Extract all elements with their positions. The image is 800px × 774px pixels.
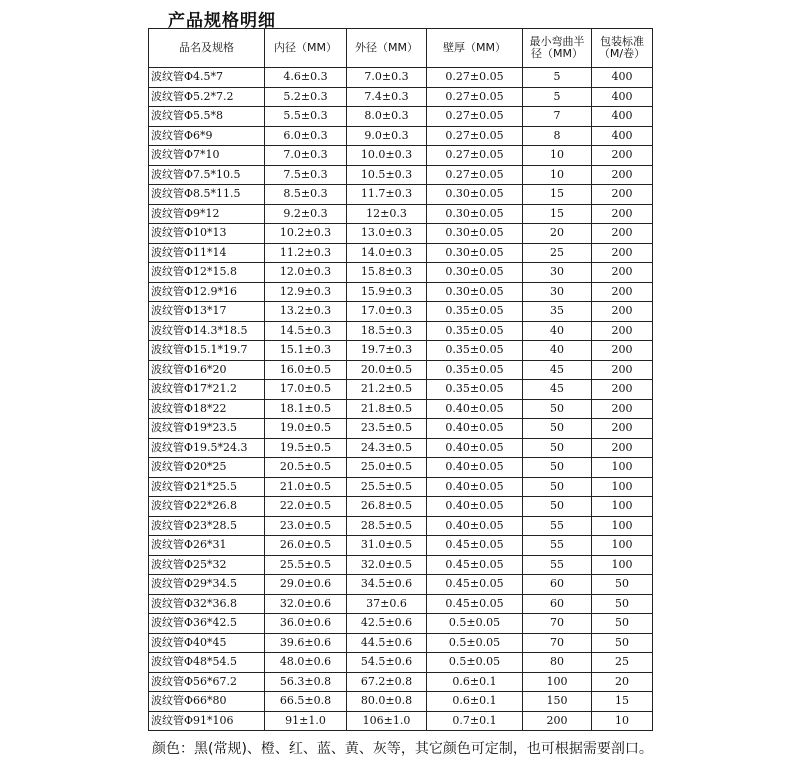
cell-name: 波纹管Φ14.3*18.5 [149, 321, 265, 341]
cell-name: 波纹管Φ21*25.5 [149, 477, 265, 497]
table-row [149, 633, 653, 653]
cell-inner-diameter: 26.0±0.5 [265, 536, 347, 556]
cell-name: 波纹管Φ11*14 [149, 243, 265, 263]
cell-outer-diameter: 42.5±0.6 [347, 614, 427, 634]
cell-name: 波纹管Φ20*25 [149, 458, 265, 478]
table-row [149, 458, 653, 478]
cell-name: 波纹管Φ32*36.8 [149, 594, 265, 614]
cell-wall-thickness: 0.27±0.05 [427, 126, 523, 146]
spec-table [148, 28, 653, 731]
cell-packaging: 200 [592, 380, 653, 400]
cell-packaging: 100 [592, 477, 653, 497]
table-row [149, 419, 653, 439]
cell-outer-diameter: 28.5±0.5 [347, 516, 427, 536]
cell-inner-diameter: 7.5±0.3 [265, 165, 347, 185]
cell-min-bend-radius: 25 [523, 243, 592, 263]
cell-min-bend-radius: 50 [523, 458, 592, 478]
cell-wall-thickness: 0.30±0.05 [427, 263, 523, 283]
table-row [149, 341, 653, 361]
cell-packaging: 200 [592, 321, 653, 341]
cell-wall-thickness: 0.45±0.05 [427, 575, 523, 595]
cell-wall-thickness: 0.40±0.05 [427, 477, 523, 497]
cell-inner-diameter: 56.3±0.8 [265, 672, 347, 692]
cell-min-bend-radius: 5 [523, 68, 592, 88]
cell-min-bend-radius: 8 [523, 126, 592, 146]
table-row [149, 575, 653, 595]
cell-outer-diameter: 12±0.3 [347, 204, 427, 224]
cell-min-bend-radius: 50 [523, 438, 592, 458]
cell-outer-diameter: 11.7±0.3 [347, 185, 427, 205]
cell-inner-diameter: 23.0±0.5 [265, 516, 347, 536]
cell-inner-diameter: 91±1.0 [265, 711, 347, 731]
cell-inner-diameter: 9.2±0.3 [265, 204, 347, 224]
cell-name: 波纹管Φ22*26.8 [149, 497, 265, 517]
table-row [149, 438, 653, 458]
cell-outer-diameter: 18.5±0.3 [347, 321, 427, 341]
cell-inner-diameter: 39.6±0.6 [265, 633, 347, 653]
cell-wall-thickness: 0.40±0.05 [427, 497, 523, 517]
cell-inner-diameter: 66.5±0.8 [265, 692, 347, 712]
cell-name: 波纹管Φ29*34.5 [149, 575, 265, 595]
table-row [149, 536, 653, 556]
cell-wall-thickness: 0.45±0.05 [427, 594, 523, 614]
cell-packaging: 200 [592, 419, 653, 439]
cell-packaging: 25 [592, 653, 653, 673]
table-row [149, 380, 653, 400]
cell-name: 波纹管Φ56*67.2 [149, 672, 265, 692]
cell-packaging: 400 [592, 87, 653, 107]
cell-name: 波纹管Φ8.5*11.5 [149, 185, 265, 205]
cell-inner-diameter: 17.0±0.5 [265, 380, 347, 400]
cell-name: 波纹管Φ10*13 [149, 224, 265, 244]
table-row [149, 146, 653, 166]
cell-packaging: 15 [592, 692, 653, 712]
cell-min-bend-radius: 10 [523, 146, 592, 166]
cell-packaging: 200 [592, 146, 653, 166]
cell-outer-diameter: 21.2±0.5 [347, 380, 427, 400]
cell-name: 波纹管Φ12*15.8 [149, 263, 265, 283]
table-row [149, 653, 653, 673]
cell-min-bend-radius: 150 [523, 692, 592, 712]
cell-inner-diameter: 15.1±0.3 [265, 341, 347, 361]
cell-wall-thickness: 0.40±0.05 [427, 438, 523, 458]
cell-wall-thickness: 0.27±0.05 [427, 165, 523, 185]
cell-name: 波纹管Φ19*23.5 [149, 419, 265, 439]
cell-packaging: 200 [592, 341, 653, 361]
cell-inner-diameter: 25.5±0.5 [265, 555, 347, 575]
cell-outer-diameter: 15.8±0.3 [347, 263, 427, 283]
cell-inner-diameter: 32.0±0.6 [265, 594, 347, 614]
cell-min-bend-radius: 10 [523, 165, 592, 185]
cell-outer-diameter: 24.3±0.5 [347, 438, 427, 458]
cell-name: 波纹管Φ23*28.5 [149, 516, 265, 536]
table-row [149, 692, 653, 712]
cell-min-bend-radius: 15 [523, 204, 592, 224]
cell-name: 波纹管Φ48*54.5 [149, 653, 265, 673]
table-row [149, 68, 653, 88]
cell-packaging: 50 [592, 594, 653, 614]
table-row [149, 516, 653, 536]
table-row [149, 107, 653, 127]
cell-min-bend-radius: 45 [523, 380, 592, 400]
cell-wall-thickness: 0.30±0.05 [427, 282, 523, 302]
cell-outer-diameter: 13.0±0.3 [347, 224, 427, 244]
cell-name: 波纹管Φ36*42.5 [149, 614, 265, 634]
cell-name: 波纹管Φ6*9 [149, 126, 265, 146]
header-outer-diameter: 外径（MM） [347, 29, 427, 68]
cell-inner-diameter: 7.0±0.3 [265, 146, 347, 166]
cell-min-bend-radius: 30 [523, 263, 592, 283]
cell-min-bend-radius: 50 [523, 419, 592, 439]
cell-name: 波纹管Φ16*20 [149, 360, 265, 380]
cell-outer-diameter: 8.0±0.3 [347, 107, 427, 127]
cell-packaging: 400 [592, 126, 653, 146]
cell-packaging: 100 [592, 458, 653, 478]
table-body [149, 68, 653, 731]
cell-min-bend-radius: 50 [523, 399, 592, 419]
header-min-bend-radius [523, 29, 592, 68]
table-row [149, 594, 653, 614]
cell-inner-diameter: 11.2±0.3 [265, 243, 347, 263]
table-row [149, 614, 653, 634]
cell-name: 波纹管Φ26*31 [149, 536, 265, 556]
table-row [149, 263, 653, 283]
cell-wall-thickness: 0.6±0.1 [427, 692, 523, 712]
cell-min-bend-radius: 200 [523, 711, 592, 731]
cell-wall-thickness: 0.27±0.05 [427, 87, 523, 107]
cell-wall-thickness: 0.45±0.05 [427, 536, 523, 556]
cell-wall-thickness: 0.27±0.05 [427, 146, 523, 166]
cell-min-bend-radius: 7 [523, 107, 592, 127]
cell-inner-diameter: 10.2±0.3 [265, 224, 347, 244]
cell-name: 波纹管Φ40*45 [149, 633, 265, 653]
cell-inner-diameter: 29.0±0.6 [265, 575, 347, 595]
cell-min-bend-radius: 60 [523, 575, 592, 595]
cell-packaging: 10 [592, 711, 653, 731]
cell-name: 波纹管Φ17*21.2 [149, 380, 265, 400]
cell-packaging: 100 [592, 555, 653, 575]
cell-inner-diameter: 18.1±0.5 [265, 399, 347, 419]
cell-inner-diameter: 12.0±0.3 [265, 263, 347, 283]
cell-inner-diameter: 4.6±0.3 [265, 68, 347, 88]
cell-inner-diameter: 12.9±0.3 [265, 282, 347, 302]
header-pack-line1: 包装标准 [600, 34, 644, 48]
cell-inner-diameter: 20.5±0.5 [265, 458, 347, 478]
cell-packaging: 200 [592, 224, 653, 244]
cell-name: 波纹管Φ12.9*16 [149, 282, 265, 302]
table-row [149, 672, 653, 692]
cell-wall-thickness: 0.45±0.05 [427, 555, 523, 575]
cell-packaging: 100 [592, 497, 653, 517]
cell-packaging: 200 [592, 399, 653, 419]
table-row [149, 243, 653, 263]
cell-inner-diameter: 21.0±0.5 [265, 477, 347, 497]
cell-outer-diameter: 54.5±0.6 [347, 653, 427, 673]
cell-min-bend-radius: 60 [523, 594, 592, 614]
cell-min-bend-radius: 40 [523, 321, 592, 341]
table-row [149, 477, 653, 497]
cell-inner-diameter: 36.0±0.6 [265, 614, 347, 634]
table-row [149, 321, 653, 341]
table-row [149, 185, 653, 205]
cell-outer-diameter: 10.0±0.3 [347, 146, 427, 166]
cell-min-bend-radius: 55 [523, 516, 592, 536]
cell-wall-thickness: 0.40±0.05 [427, 458, 523, 478]
cell-wall-thickness: 0.5±0.05 [427, 633, 523, 653]
cell-packaging: 200 [592, 263, 653, 283]
table-row [149, 87, 653, 107]
table-row [149, 126, 653, 146]
cell-outer-diameter: 9.0±0.3 [347, 126, 427, 146]
cell-outer-diameter: 106±1.0 [347, 711, 427, 731]
cell-wall-thickness: 0.30±0.05 [427, 204, 523, 224]
cell-packaging: 20 [592, 672, 653, 692]
cell-wall-thickness: 0.35±0.05 [427, 321, 523, 341]
cell-inner-diameter: 19.5±0.5 [265, 438, 347, 458]
cell-name: 波纹管Φ5.2*7.2 [149, 87, 265, 107]
table-row [149, 302, 653, 322]
table-row [149, 555, 653, 575]
table-header-row [149, 29, 653, 68]
cell-min-bend-radius: 5 [523, 87, 592, 107]
table-row [149, 497, 653, 517]
cell-name: 波纹管Φ9*12 [149, 204, 265, 224]
header-inner-diameter: 内径（MM） [265, 29, 347, 68]
cell-wall-thickness: 0.5±0.05 [427, 614, 523, 634]
cell-min-bend-radius: 30 [523, 282, 592, 302]
table-row [149, 224, 653, 244]
cell-inner-diameter: 19.0±0.5 [265, 419, 347, 439]
header-name: 品名及规格 [149, 29, 265, 68]
cell-packaging: 200 [592, 360, 653, 380]
cell-min-bend-radius: 35 [523, 302, 592, 322]
header-pack-line2: （M/卷） [598, 47, 646, 60]
table-row [149, 204, 653, 224]
cell-outer-diameter: 80.0±0.8 [347, 692, 427, 712]
cell-outer-diameter: 21.8±0.5 [347, 399, 427, 419]
cell-outer-diameter: 44.5±0.6 [347, 633, 427, 653]
table-row [149, 399, 653, 419]
cell-wall-thickness: 0.30±0.05 [427, 224, 523, 244]
cell-packaging: 400 [592, 68, 653, 88]
table-row [149, 711, 653, 731]
cell-outer-diameter: 32.0±0.5 [347, 555, 427, 575]
cell-outer-diameter: 23.5±0.5 [347, 419, 427, 439]
cell-outer-diameter: 34.5±0.6 [347, 575, 427, 595]
cell-outer-diameter: 31.0±0.5 [347, 536, 427, 556]
cell-inner-diameter: 5.5±0.3 [265, 107, 347, 127]
header-packaging [592, 29, 653, 68]
cell-inner-diameter: 8.5±0.3 [265, 185, 347, 205]
cell-name: 波纹管Φ7*10 [149, 146, 265, 166]
cell-packaging: 200 [592, 438, 653, 458]
cell-packaging: 200 [592, 165, 653, 185]
cell-name: 波纹管Φ5.5*8 [149, 107, 265, 127]
cell-name: 波纹管Φ19.5*24.3 [149, 438, 265, 458]
cell-min-bend-radius: 100 [523, 672, 592, 692]
cell-packaging: 200 [592, 282, 653, 302]
cell-outer-diameter: 15.9±0.3 [347, 282, 427, 302]
cell-outer-diameter: 20.0±0.5 [347, 360, 427, 380]
cell-inner-diameter: 6.0±0.3 [265, 126, 347, 146]
cell-packaging: 200 [592, 243, 653, 263]
cell-name: 波纹管Φ13*17 [149, 302, 265, 322]
cell-outer-diameter: 25.0±0.5 [347, 458, 427, 478]
cell-outer-diameter: 7.0±0.3 [347, 68, 427, 88]
cell-min-bend-radius: 50 [523, 477, 592, 497]
cell-packaging: 200 [592, 302, 653, 322]
cell-min-bend-radius: 40 [523, 341, 592, 361]
cell-packaging: 200 [592, 204, 653, 224]
cell-wall-thickness: 0.27±0.05 [427, 107, 523, 127]
cell-name: 波纹管Φ7.5*10.5 [149, 165, 265, 185]
cell-min-bend-radius: 80 [523, 653, 592, 673]
cell-wall-thickness: 0.7±0.1 [427, 711, 523, 731]
cell-packaging: 50 [592, 614, 653, 634]
page-title: 产品规格明细 [168, 11, 276, 31]
cell-min-bend-radius: 20 [523, 224, 592, 244]
cell-inner-diameter: 14.5±0.3 [265, 321, 347, 341]
cell-outer-diameter: 19.7±0.3 [347, 341, 427, 361]
cell-outer-diameter: 37±0.6 [347, 594, 427, 614]
cell-name: 波纹管Φ15.1*19.7 [149, 341, 265, 361]
cell-outer-diameter: 25.5±0.5 [347, 477, 427, 497]
cell-name: 波纹管Φ4.5*7 [149, 68, 265, 88]
cell-wall-thickness: 0.35±0.05 [427, 341, 523, 361]
cell-outer-diameter: 17.0±0.3 [347, 302, 427, 322]
cell-packaging: 200 [592, 185, 653, 205]
cell-wall-thickness: 0.40±0.05 [427, 399, 523, 419]
header-bend-line2: 径（MM） [531, 47, 583, 60]
cell-inner-diameter: 22.0±0.5 [265, 497, 347, 517]
cell-wall-thickness: 0.30±0.05 [427, 243, 523, 263]
cell-inner-diameter: 48.0±0.6 [265, 653, 347, 673]
table-row [149, 165, 653, 185]
cell-wall-thickness: 0.30±0.05 [427, 185, 523, 205]
cell-min-bend-radius: 45 [523, 360, 592, 380]
header-bend-line1: 最小弯曲半 [529, 34, 585, 48]
cell-packaging: 50 [592, 633, 653, 653]
cell-inner-diameter: 16.0±0.5 [265, 360, 347, 380]
cell-outer-diameter: 10.5±0.3 [347, 165, 427, 185]
cell-packaging: 100 [592, 536, 653, 556]
cell-outer-diameter: 7.4±0.3 [347, 87, 427, 107]
cell-min-bend-radius: 55 [523, 555, 592, 575]
cell-wall-thickness: 0.6±0.1 [427, 672, 523, 692]
cell-outer-diameter: 14.0±0.3 [347, 243, 427, 263]
cell-name: 波纹管Φ18*22 [149, 399, 265, 419]
cell-wall-thickness: 0.35±0.05 [427, 360, 523, 380]
cell-name: 波纹管Φ66*80 [149, 692, 265, 712]
cell-outer-diameter: 26.8±0.5 [347, 497, 427, 517]
cell-wall-thickness: 0.35±0.05 [427, 302, 523, 322]
color-note: 颜色：黑(常规)、橙、红、蓝、黄、灰等，其它颜色可定制，也可根据需要剖口。 [152, 741, 653, 757]
cell-wall-thickness: 0.5±0.05 [427, 653, 523, 673]
cell-min-bend-radius: 15 [523, 185, 592, 205]
cell-packaging: 100 [592, 516, 653, 536]
table-row [149, 282, 653, 302]
cell-inner-diameter: 5.2±0.3 [265, 87, 347, 107]
header-wall-thickness: 壁厚（MM） [427, 29, 523, 68]
cell-min-bend-radius: 70 [523, 614, 592, 634]
cell-outer-diameter: 67.2±0.8 [347, 672, 427, 692]
cell-min-bend-radius: 70 [523, 633, 592, 653]
cell-packaging: 50 [592, 575, 653, 595]
cell-packaging: 400 [592, 107, 653, 127]
cell-name: 波纹管Φ25*32 [149, 555, 265, 575]
cell-min-bend-radius: 50 [523, 497, 592, 517]
cell-wall-thickness: 0.40±0.05 [427, 419, 523, 439]
cell-name: 波纹管Φ91*106 [149, 711, 265, 731]
cell-wall-thickness: 0.35±0.05 [427, 380, 523, 400]
cell-min-bend-radius: 55 [523, 536, 592, 556]
cell-inner-diameter: 13.2±0.3 [265, 302, 347, 322]
table-row [149, 360, 653, 380]
cell-wall-thickness: 0.40±0.05 [427, 516, 523, 536]
cell-wall-thickness: 0.27±0.05 [427, 68, 523, 88]
